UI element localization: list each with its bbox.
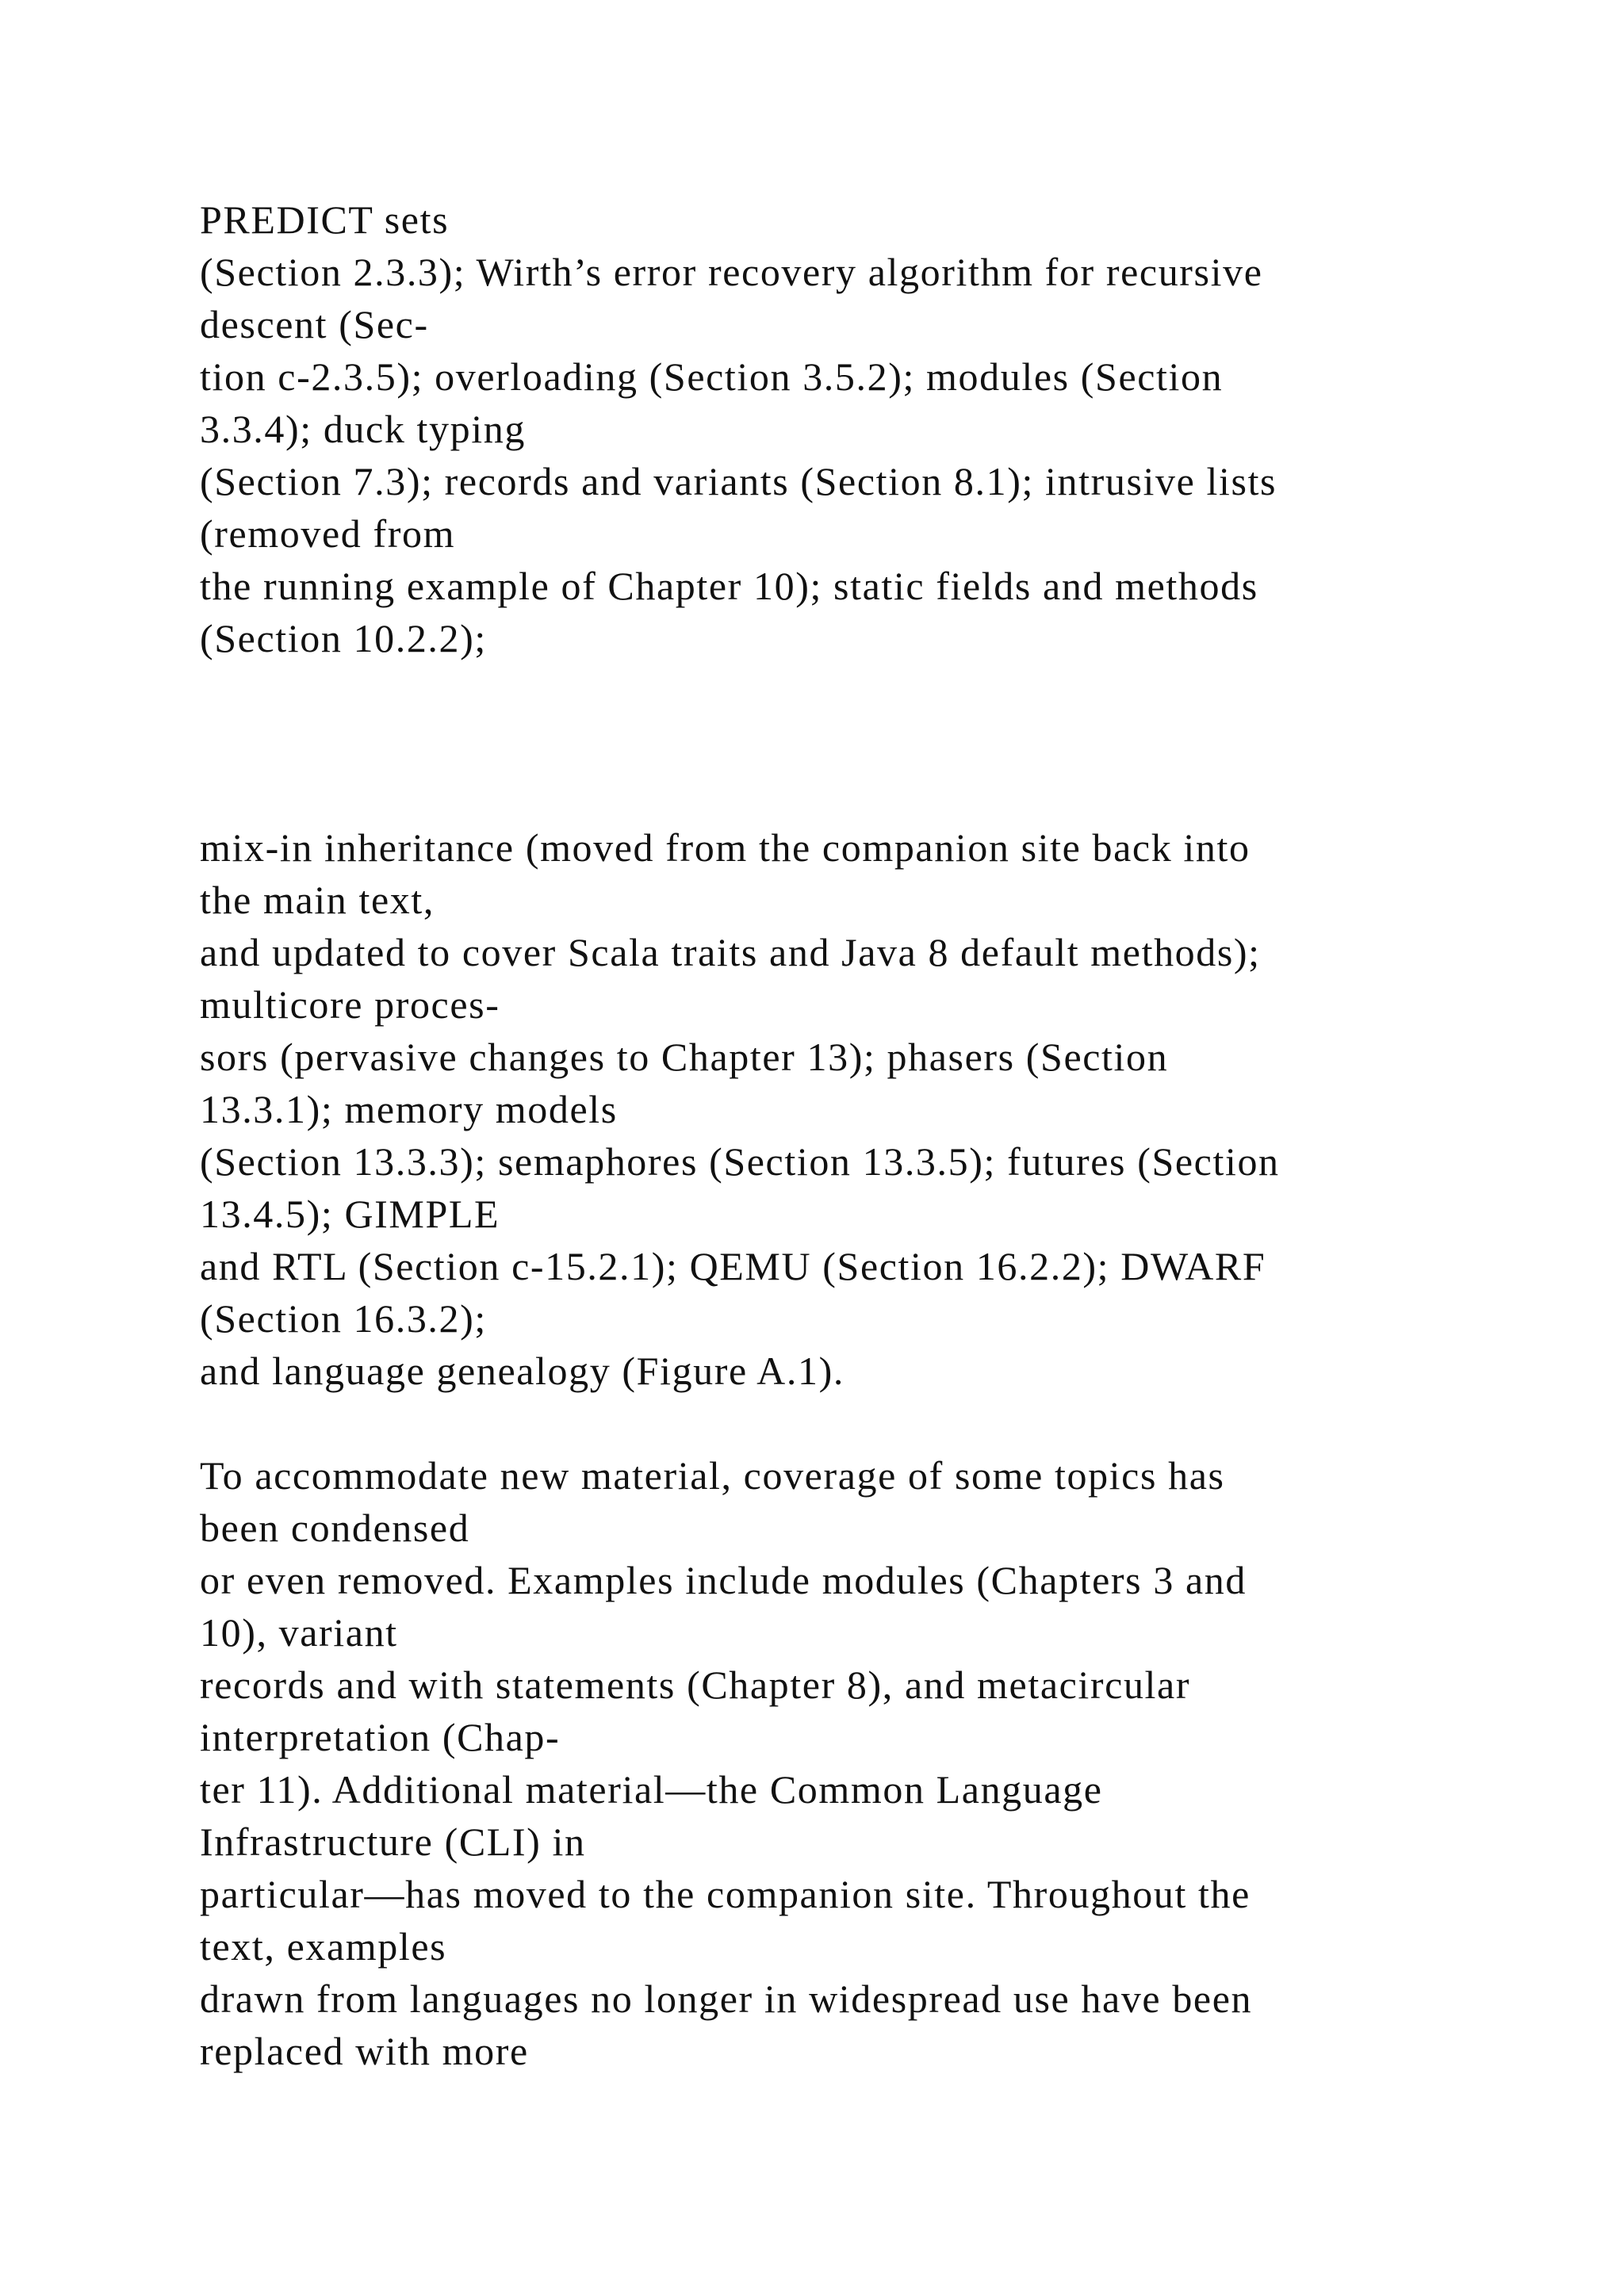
- text-line: the running example of Chapter 10); static fields and methods: [200, 564, 1258, 608]
- text-line: drawn from languages no longer in widespread use have been: [200, 1976, 1253, 2021]
- text-line: 10), variant: [200, 1610, 398, 1655]
- text-line: multicore proces-: [200, 982, 500, 1027]
- text-line: Infrastructure (CLI) in: [200, 1820, 586, 1864]
- text-line: 13.3.1); memory models: [200, 1087, 618, 1131]
- text-line: (Section 2.3.3); Wirth’s error recovery algorithm for recursive: [200, 250, 1263, 294]
- text-line: 13.4.5); GIMPLE: [200, 1192, 500, 1236]
- text-line: (Section 10.2.2);: [200, 616, 487, 660]
- text-line: descent (Sec-: [200, 302, 429, 346]
- text-line: PREDICT sets: [200, 197, 450, 242]
- text-line: or even removed. Examples include modules (Chapters 3 and: [200, 1558, 1247, 1602]
- text-line: interpretation (Chap-: [200, 1715, 561, 1759]
- text-line: been condensed: [200, 1506, 470, 1550]
- text-line: and updated to cover Scala traits and Java 8 default methods);: [200, 930, 1261, 974]
- paragraph-1: [200, 193, 1484, 664]
- text-line: replaced with more: [200, 2029, 529, 2073]
- text-line: the main text,: [200, 878, 435, 922]
- paragraph-3: [200, 1449, 1484, 2077]
- text-line: sors (pervasive changes to Chapter 13); phasers (Section: [200, 1035, 1169, 1079]
- text-line: and RTL (Section c-15.2.1); QEMU (Section 16.2.2); DWARF: [200, 1244, 1266, 1288]
- text-line: particular—has moved to the companion site. Throughout the: [200, 1872, 1251, 1916]
- text-line: text, examples: [200, 1924, 447, 1969]
- paragraph-2: [200, 821, 1484, 1397]
- text-line: mix-in inheritance (moved from the companion site back into: [200, 825, 1251, 870]
- text-line: records and with statements (Chapter 8), and metacircular: [200, 1663, 1191, 1707]
- text-line: (Section 7.3); records and variants (Section 8.1); intrusive lists: [200, 459, 1277, 503]
- text-line: ter 11). Additional material—the Common Language: [200, 1767, 1103, 1812]
- text-line: 3.3.4); duck typing: [200, 407, 526, 451]
- text-line: and language genealogy (Figure A.1).: [200, 1349, 845, 1393]
- text-line: (removed from: [200, 511, 456, 556]
- text-line: To accommodate new material, coverage of some topics has: [200, 1453, 1225, 1498]
- text-line: (Section 16.3.2);: [200, 1296, 487, 1341]
- text-line: tion c-2.3.5); overloading (Section 3.5.2); modules (Section: [200, 354, 1224, 399]
- text-line: (Section 13.3.3); semaphores (Section 13.3.5); futures (Section: [200, 1139, 1280, 1184]
